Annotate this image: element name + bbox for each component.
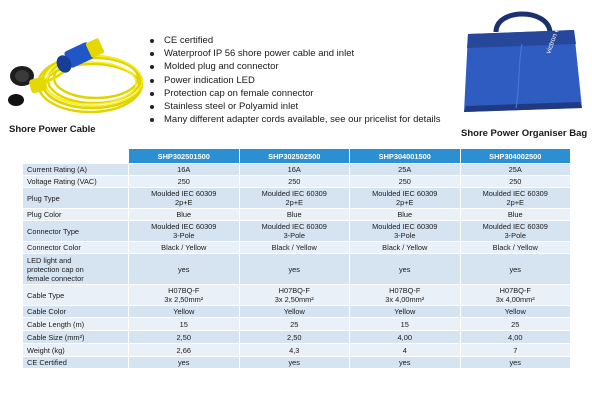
table-cell: yes	[460, 254, 571, 285]
table-cell: Blue	[129, 209, 240, 221]
feature-item: Protection cap on female connector	[148, 87, 441, 100]
feature-item: Stainless steel or Polyamid inlet	[148, 100, 441, 113]
table-row	[23, 164, 571, 176]
table-cell: yes	[350, 254, 461, 285]
table-cell: yes	[129, 254, 240, 285]
row-label: Cable Type	[23, 285, 129, 306]
table-row	[23, 188, 571, 209]
row-label: Connector Color	[23, 242, 129, 254]
table-cell: Moulded IEC 60309 3-Pole	[129, 221, 240, 242]
row-label: Cable Length (m)	[23, 318, 129, 331]
column-header: SHP304001500	[350, 149, 461, 164]
table-row	[23, 221, 571, 242]
feature-item: Waterproof IP 56 shore power cable and inlet	[148, 47, 441, 60]
row-label: Plug Type	[23, 188, 129, 209]
row-label: Plug Color	[23, 209, 129, 221]
table-cell: 4	[350, 344, 461, 357]
table-cell: Black / Yellow	[350, 242, 461, 254]
table-cell: Moulded IEC 60309 2p+E	[460, 188, 571, 209]
table-cell: 15	[129, 318, 240, 331]
row-label: LED light and protection cap on female connector	[23, 254, 129, 285]
table-cell: Moulded IEC 60309 2p+E	[129, 188, 240, 209]
column-header: SHP302501500	[129, 149, 240, 164]
table-cell: 15	[350, 318, 461, 331]
table-cell: H07BQ-F 3x 2,50mm²	[239, 285, 350, 306]
table-cell: 25A	[350, 164, 461, 176]
table-cell: Yellow	[350, 306, 461, 318]
table-cell: 7	[460, 344, 571, 357]
table-cell: Moulded IEC 60309 3-Pole	[239, 221, 350, 242]
table-cell: yes	[350, 357, 461, 369]
table-cell: 16A	[239, 164, 350, 176]
table-cell: 250	[460, 176, 571, 188]
table-cell: 4,00	[460, 331, 571, 344]
table-row	[23, 285, 571, 306]
table-cell: 25	[239, 318, 350, 331]
column-header: SHP304002500	[460, 149, 571, 164]
row-label: Connector Type	[23, 221, 129, 242]
table-corner-cell	[23, 149, 129, 164]
row-label: CE Certified	[23, 357, 129, 369]
table-cell: 25	[460, 318, 571, 331]
table-cell: Black / Yellow	[460, 242, 571, 254]
table-cell: H07BQ-F 3x 2,50mm²	[129, 285, 240, 306]
shore-power-cable-caption: Shore Power Cable	[9, 124, 96, 135]
table-cell: 4,00	[350, 331, 461, 344]
table-cell: yes	[129, 357, 240, 369]
table-cell: 2,66	[129, 344, 240, 357]
table-cell: Blue	[350, 209, 461, 221]
table-header-row	[23, 149, 571, 164]
feature-item: Power indication LED	[148, 74, 441, 87]
table-cell: Yellow	[129, 306, 240, 318]
table-cell: 2,50	[129, 331, 240, 344]
table-cell: 2,50	[239, 331, 350, 344]
table-row	[23, 357, 571, 369]
specifications-table	[22, 148, 571, 369]
table-cell: Yellow	[239, 306, 350, 318]
table-row	[23, 331, 571, 344]
feature-list	[148, 34, 441, 126]
table-cell: Black / Yellow	[129, 242, 240, 254]
table-cell: yes	[460, 357, 571, 369]
table-row	[23, 306, 571, 318]
table-cell: H07BQ-F 3x 4,00mm²	[350, 285, 461, 306]
row-label: Weight (kg)	[23, 344, 129, 357]
table-cell: yes	[239, 357, 350, 369]
table-cell: 25A	[460, 164, 571, 176]
row-label: Cable Size (mm²)	[23, 331, 129, 344]
table-cell: Black / Yellow	[239, 242, 350, 254]
table-cell: 250	[350, 176, 461, 188]
table-cell: Moulded IEC 60309 3-Pole	[460, 221, 571, 242]
table-cell: H07BQ-F 3x 4,00mm²	[460, 285, 571, 306]
table-row	[23, 318, 571, 331]
table-cell: Moulded IEC 60309 3-Pole	[350, 221, 461, 242]
table-cell: Blue	[460, 209, 571, 221]
shore-power-cable-image	[4, 20, 150, 120]
organiser-bag-image	[458, 4, 586, 118]
table-cell: 16A	[129, 164, 240, 176]
table-cell: Moulded IEC 60309 2p+E	[239, 188, 350, 209]
table-row	[23, 344, 571, 357]
feature-item: Molded plug and connector	[148, 60, 441, 73]
feature-item: CE certified	[148, 34, 441, 47]
table-row	[23, 176, 571, 188]
organiser-bag-caption: Shore Power Organiser Bag	[461, 128, 588, 139]
table-cell: Moulded IEC 60309 2p+E	[350, 188, 461, 209]
column-header: SHP302502500	[239, 149, 350, 164]
row-label: Voltage Rating (VAC)	[23, 176, 129, 188]
table-cell: 250	[129, 176, 240, 188]
table-row	[23, 254, 571, 285]
table-cell: 4,3	[239, 344, 350, 357]
row-label: Current Rating (A)	[23, 164, 129, 176]
svg-text:victron energy: victron energy	[545, 10, 567, 55]
table-body	[23, 164, 571, 369]
table-cell: 250	[239, 176, 350, 188]
table-cell: yes	[239, 254, 350, 285]
table-row	[23, 209, 571, 221]
table-cell: Blue	[239, 209, 350, 221]
table-cell: Yellow	[460, 306, 571, 318]
row-label: Cable Color	[23, 306, 129, 318]
feature-item: Many different adapter cords available, see our pricelist for details	[148, 113, 441, 126]
table-row	[23, 242, 571, 254]
